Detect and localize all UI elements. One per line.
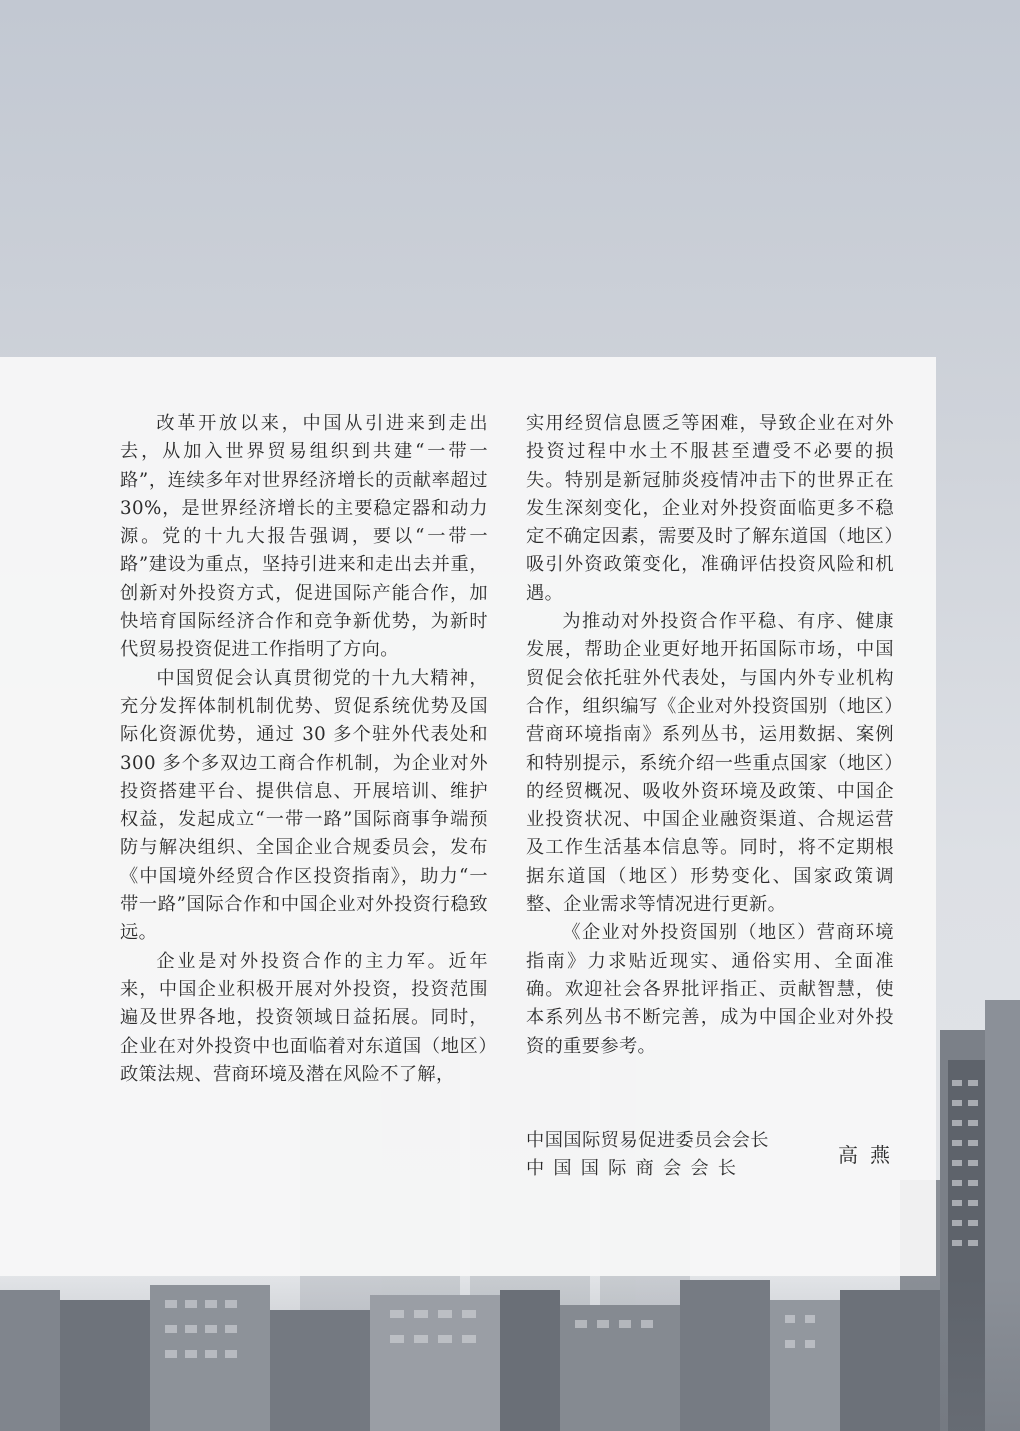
signature-block	[526, 1126, 902, 1186]
signatory-title-1: 中国国际贸易促进委员会会长	[526, 1130, 769, 1151]
preface-paragraph: 为推动对外投资合作平稳、有序、健康发展，帮助企业更好地开拓国际市场，中国贸促会依托驻外代表处，与国内外专业机构合作，组织编写《企业对外投资国别（地区）营商环境指南》系列丛书，运用数据、案例和特别提示，系统介绍一些重点国家（地区）的经贸概况、吸收外资环境及政策、中国企业投资状况、中国企业融资渠道、合规运营及工作生活基本信息等。同时，将不定期根据东道国（地区）形势变化、国家政策调整、企业需求等情况进行更新。	[526, 611, 894, 916]
preface-paragraph: 《企业对外投资国别（地区）营商环境指南》力求贴近现实、通俗实用、全面准确。欢迎社会各界批评指正、贡献智慧，使本系列丛书不断完善，成为中国企业对外投资的重要参考。	[526, 922, 894, 1057]
signatory-name: 高燕	[838, 1143, 902, 1167]
preface-left-column	[120, 410, 488, 1089]
preface-right-column	[526, 410, 894, 1061]
signatory-title-2: 中国国际商会会长	[526, 1158, 746, 1179]
preface-paragraph: 中国贸促会认真贯彻党的十九大精神，充分发挥体制机制优势、贸促系统优势及国际化资源优势，通过 30 多个驻外代表处和 300 多个多双边工商合作机制，为企业对外投资搭建平台、提供信息、开展培训、维护权益，发起成立“一带一路”国际商事争端预防与解决组织、全国企业合规委员会，发布《中国境外经贸合作区投资指南》，助力“一带一路”国际合作和中国企业对外投资行稳致远。	[120, 667, 488, 944]
preface-paragraph-continued: 实用经贸信息匮乏等困难，导致企业在对外投资过程中水土不服甚至遭受不必要的损失。特别是新冠肺炎疫情冲击下的世界正在发生深刻变化，企业对外投资面临更多不稳定不确定因素，需要及时了解东道国（地区）吸引外资政策变化，准确评估投资风险和机遇。	[526, 413, 894, 604]
preface-paragraph: 企业是对外投资合作的主力军。近年来，中国企业积极开展对外投资，投资范围遍及世界各地，投资领域日益拓展。同时，企业在对外投资中也面临着对东道国（地区）政策法规、营商环境及潜在风险不了解，	[120, 950, 488, 1085]
preface-paragraph: 改革开放以来，中国从引进来到走出去，从加入世界贸易组织到共建“一带一路”，连续多年对世界经济增长的贡献率超过 30%，是世界经济增长的主要稳定器和动力源。党的十九大报告强调，要以“一带一路”建设为重点，坚持引进来和走出去并重，创新对外投资方式，促进国际产能合作，加快培育国际经济合作和竞争新优势，为新时代贸易投资促进工作指明了方向。	[120, 413, 488, 661]
